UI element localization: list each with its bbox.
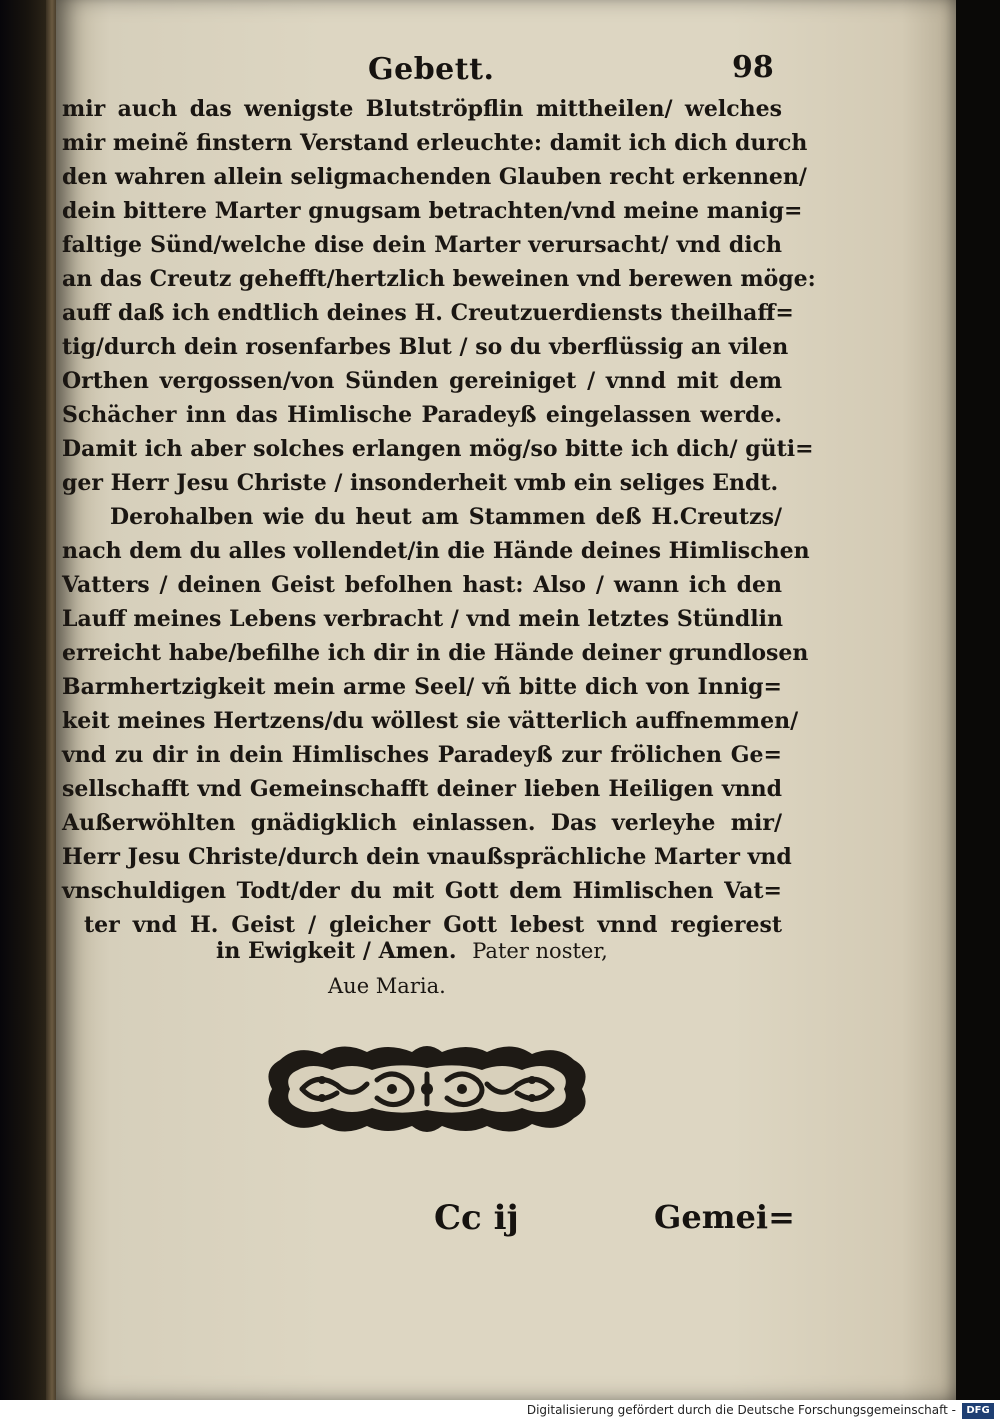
text-line: ter vnd H. Geist / gleicher Gott lebest vnnd regierest: [84, 912, 782, 938]
text-line: Herr Jesu Christe/durch dein vnaußsprächliche Marter vnd: [62, 844, 792, 870]
text-line: den wahren allein seligmachenden Glauben recht erkennen/: [62, 164, 807, 190]
dfg-logo-icon: DFG: [962, 1403, 994, 1419]
signature-mark: Cc ij: [434, 1198, 519, 1238]
text-line: mir meinẽ finstern Verstand erleuchte: damit ich dich durch: [62, 130, 808, 156]
text-line: Lauff meines Lebens verbracht / vnd mein letztes Stündlin: [62, 606, 783, 632]
text-line: vnd zu dir in dein Himlisches Paradeyß zur frölichen Ge=: [62, 742, 782, 768]
book-page: [56, 0, 956, 1404]
text-line: vnschuldigen Todt/der du mit Gott dem Himlischen Vat=: [62, 878, 782, 904]
text-line: faltige Sünd/welche dise dein Marter verursacht/ vnd dich: [62, 232, 782, 258]
text-line: Außerwöhlten gnädigklich einlassen. Das verleyhe mir/: [62, 810, 782, 836]
paragraph-start-line: Derohalben wie du heut am Stammen deß H.Creutzs/: [110, 504, 782, 530]
catchword: Gemei=: [654, 1198, 795, 1236]
text-line: an das Creutz gehefft/hertzlich beweinen vnd berewen möge:: [62, 266, 816, 292]
text-line: erreicht habe/befilhe ich dir in die Hände deiner grundlosen: [62, 640, 809, 666]
text-line: sellschafft vnd Gemeinschafft deiner lieben Heiligen vnnd: [62, 776, 782, 802]
footer-bar: [0, 1400, 1000, 1423]
text-line: Barmhertzigkeit mein arme Seel/ vñ bitte dich von Innig=: [62, 674, 782, 700]
text-line: Vatters / deinen Geist befolhen hast: Also / wann ich den: [62, 572, 782, 598]
ornament-vignette-icon: [262, 1040, 592, 1142]
closing-text: in Ewigkeit / Amen.: [216, 938, 457, 964]
text-line: tig/durch dein rosenfarbes Blut / so du vberflüssig an vilen: [62, 334, 789, 360]
text-line: auff daß ich endtlich deines H. Creutzuerdiensts theilhaff=: [62, 300, 794, 326]
prayer-text: [62, 92, 816, 942]
scan-background-right: [956, 0, 1000, 1400]
page-number: 98: [732, 50, 774, 85]
pater-noster: Pater noster,: [472, 939, 608, 963]
text-line: Orthen vergossen/von Sünden gereiniget / vnnd mit dem: [62, 368, 782, 394]
running-head: Gebett.: [368, 52, 495, 87]
closing-line: [216, 938, 608, 964]
text-line: ger Herr Jesu Christe / insonderheit vmb ein seliges Endt.: [62, 470, 779, 496]
text-line: mir auch das wenigste Blutströpflin mittheilen/ welches: [62, 96, 782, 122]
ave-maria: Aue Maria.: [328, 974, 446, 998]
text-line: keit meines Hertzens/du wöllest sie vätterlich auffnemmen/: [62, 708, 799, 734]
text-line: nach dem du alles vollendet/in die Hände deines Himlischen: [62, 538, 810, 564]
text-line: Damit ich aber solches erlangen mög/so bitte ich dich/ güti=: [62, 436, 814, 462]
funding-credit: Digitalisierung gefördert durch die Deutsche Forschungsgemeinschaft -: [526, 1403, 956, 1417]
text-line: Schächer inn das Himlische Paradeyß eingelassen werde.: [62, 402, 782, 428]
text-line: dein bittere Marter gnugsam betrachten/vnd meine manig=: [62, 198, 803, 224]
